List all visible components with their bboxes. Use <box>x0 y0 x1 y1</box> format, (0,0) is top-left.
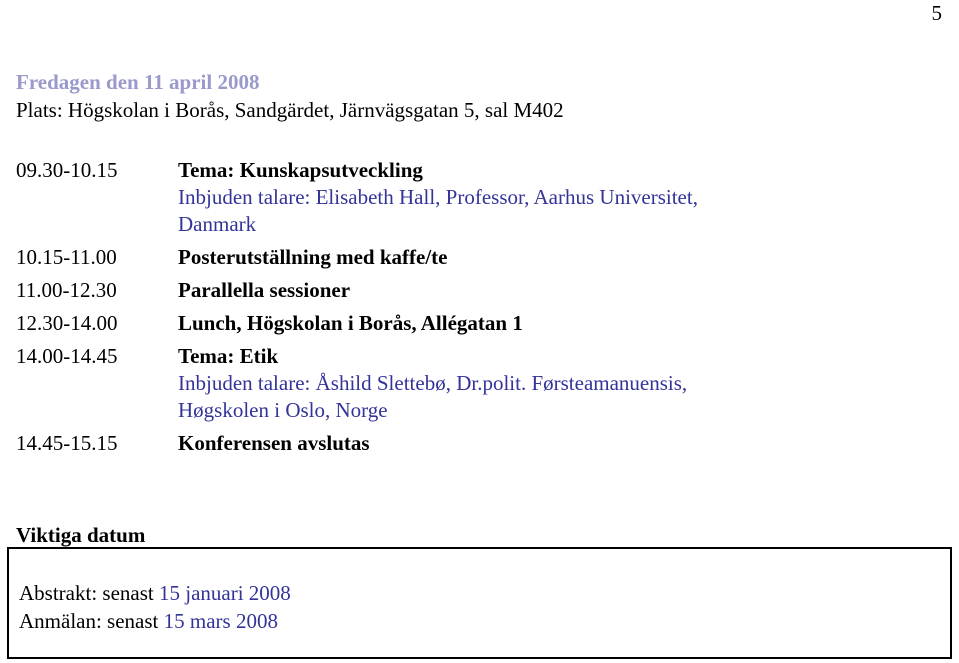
important-date-label: Anmälan: senast <box>19 609 164 633</box>
speaker-name: Inbjuden talare: Elisabeth Hall <box>178 185 436 209</box>
speaker-affiliation: , Professor, Aarhus Universitet, <box>435 185 698 209</box>
speaker-affiliation-cont: Danmark <box>178 212 257 236</box>
event-place: Plats: Högskolan i Borås, Sandgärdet, Järnvägsgatan 5, sal M402 <box>16 98 564 122</box>
important-date-item <box>19 579 291 607</box>
schedule-title: Lunch, Högskolan i Borås, Allégatan 1 <box>178 311 523 335</box>
schedule-row <box>16 310 698 337</box>
schedule-row <box>16 430 698 457</box>
schedule-title: Parallella sessioner <box>178 278 351 302</box>
important-dates-heading: Viktiga datum <box>16 523 146 547</box>
important-date-label: Abstrakt: senast <box>19 581 159 605</box>
schedule-content <box>178 244 698 271</box>
schedule <box>16 157 698 463</box>
schedule-title: Posterutställning med kaffe/te <box>178 245 448 269</box>
schedule-title: Konferensen avslutas <box>178 431 370 455</box>
schedule-speaker <box>178 370 698 397</box>
schedule-content <box>178 310 698 337</box>
schedule-time: 11.00-12.30 <box>16 278 117 302</box>
schedule-row <box>16 244 698 271</box>
event-day: Fredagen den 11 april 2008 <box>16 70 260 94</box>
event-header <box>16 68 564 124</box>
important-dates-box <box>7 547 952 659</box>
schedule-time: 09.30-10.15 <box>16 158 118 182</box>
schedule-row <box>16 343 698 424</box>
schedule-time: 10.15-11.00 <box>16 245 117 269</box>
schedule-speaker <box>178 184 698 211</box>
speaker-affiliation: , Dr.polit. Førsteamanuensis, <box>445 371 688 395</box>
speaker-affiliation-cont: Høgskolen i Oslo, Norge <box>178 398 388 422</box>
schedule-row <box>16 277 698 304</box>
important-date-item <box>19 607 291 635</box>
important-date-value: 15 januari 2008 <box>158 581 291 605</box>
schedule-content <box>178 343 698 424</box>
schedule-content <box>178 157 698 238</box>
schedule-title: Tema: Etik <box>178 344 279 368</box>
schedule-row <box>16 157 698 238</box>
schedule-content <box>178 430 698 457</box>
important-dates-list <box>19 579 291 635</box>
important-date-value: 15 mars 2008 <box>163 609 278 633</box>
speaker-name: Inbjuden talare: Åshild Slettebø <box>178 371 446 395</box>
schedule-content <box>178 277 698 304</box>
schedule-time: 14.00-14.45 <box>16 344 118 368</box>
schedule-time: 14.45-15.15 <box>16 431 118 455</box>
schedule-title: Tema: Kunskapsutveckling <box>178 158 423 182</box>
schedule-time: 12.30-14.00 <box>16 311 118 335</box>
page-number: 5 <box>931 1 942 25</box>
